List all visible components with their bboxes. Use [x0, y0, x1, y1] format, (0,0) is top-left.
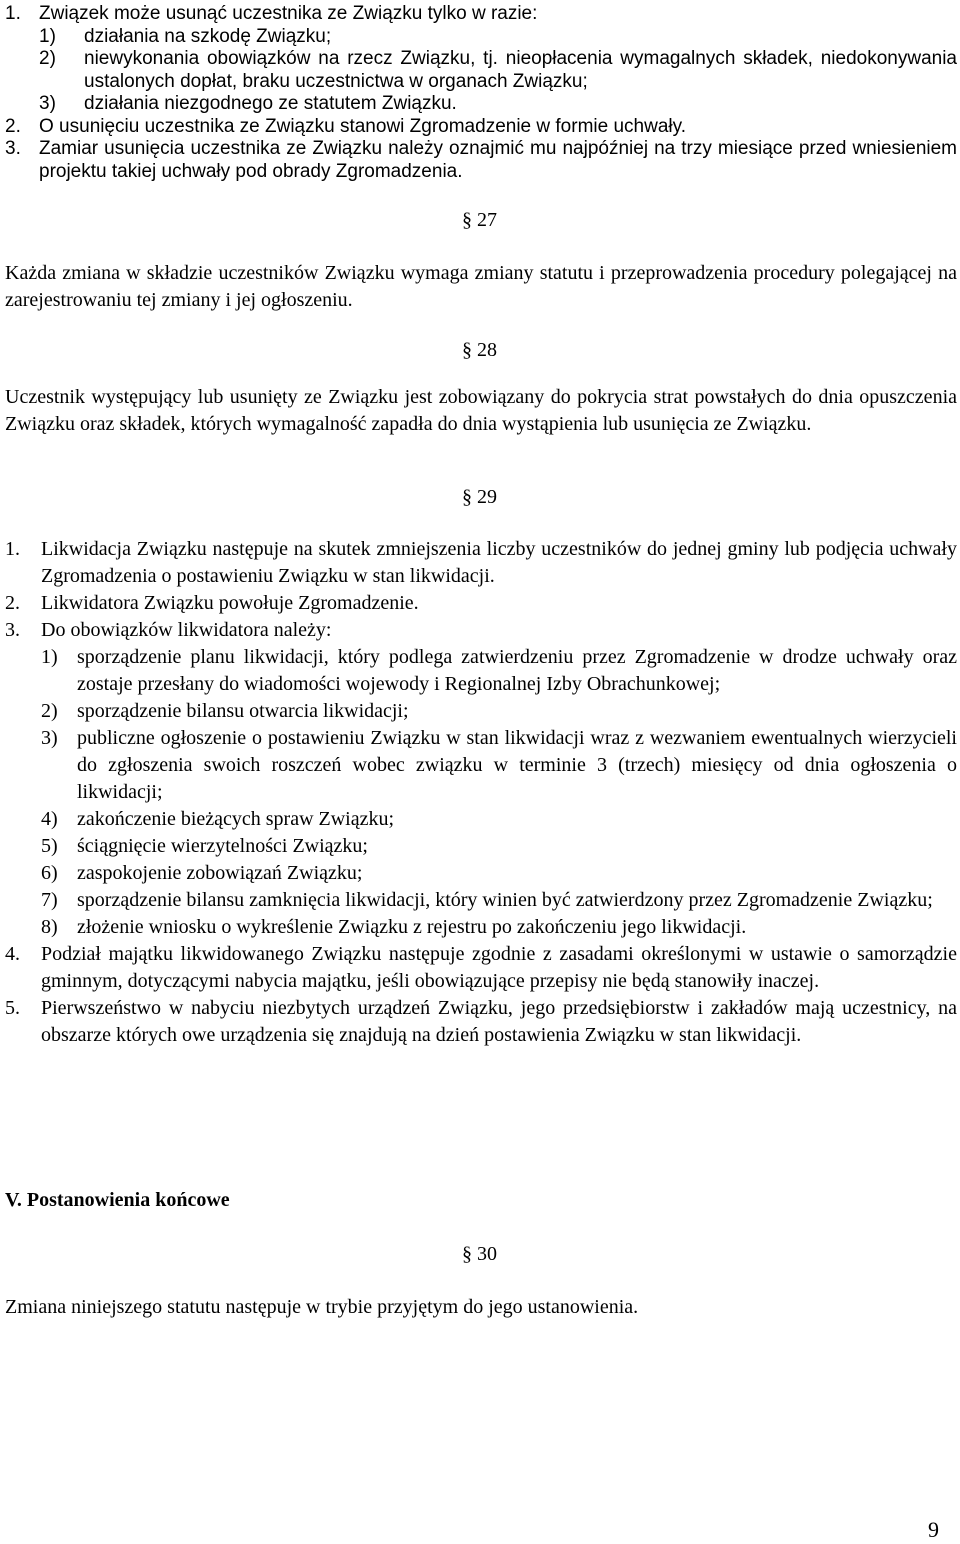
paragraph-30-text: Zmiana niniejszego statutu następuje w trybie przyjętym do jego ustanowienia. [5, 1296, 639, 1318]
sub-item-number: 3) [41, 727, 58, 749]
sub-list-item [41, 698, 957, 725]
sub-item-number: 2) [39, 48, 56, 69]
paragraph-27-text: Każda zmiana w składzie uczestników Związku wymaga zmiany statutu i przeprowadzenia procedury polegającej na zarejestrowaniu tej zmiany i jej ogłoszeniu. [5, 262, 957, 311]
list-item [5, 617, 957, 644]
sub-list-item [41, 806, 957, 833]
list-item [5, 3, 957, 26]
item-text: Zamiar usunięcia uczestnika ze Związku należy oznajmić mu najpóźniej na trzy miesiące przed wniesieniem projektu takiej uchwały pod obrady Zgromadzenia. [39, 138, 957, 182]
item-number: 1. [5, 3, 21, 24]
item-number: 2. [5, 592, 20, 614]
sub-item-number: 1) [39, 25, 56, 47]
sub-item-text: działania niezgodnego ze statutem Związku. [84, 93, 457, 114]
list-item [5, 536, 957, 590]
section-heading-27: § 27 [462, 209, 497, 231]
sub-item-number: 6) [41, 862, 58, 884]
sub-list-item [39, 48, 957, 93]
item-text: Pierwszeństwo w nabyciu niezbytych urządzeń Związku, jego przedsiębiorstw i zakładów mają uczestnicy, na obszarze których owe urządzenia się znajdują na dzień postawienia Związku w stan likwidacji. [41, 997, 957, 1046]
sub-list-item [39, 93, 957, 116]
sub-item-number: 7) [41, 889, 58, 911]
item-number: 5. [5, 997, 20, 1019]
item-text: Likwidacja Związku następuje na skutek zmniejszenia liczby uczestników do jednej gminy lub podjęcia uchwały Zgromadzenia o postawieniu Związku w stan likwidacji. [41, 538, 957, 587]
sub-item-number: 8) [41, 916, 58, 938]
item-number: 3. [5, 619, 20, 641]
sub-item-text: zaspokojenie zobowiązań Związku; [77, 862, 363, 884]
sub-item-text: złożenie wniosku o wykreślenie Związku z rejestru po zakończeniu jego likwidacji. [77, 916, 747, 938]
sub-item-number: 3) [39, 93, 56, 114]
sub-item-text: niewykonania obowiązków na rzecz Związku, tj. nieopłacenia wymagalnych składek, niedokonywania ustalonych dopłat, braku uczestnictwa w organach Związku; [84, 48, 957, 92]
sub-list-item [41, 644, 957, 698]
list-item [5, 995, 957, 1049]
sub-list [5, 644, 957, 941]
section-heading-30: § 30 [462, 1243, 497, 1265]
list-item [5, 116, 957, 139]
sub-item-number: 1) [41, 646, 58, 668]
section-heading-28: § 28 [462, 339, 497, 361]
sub-list-item [41, 833, 957, 860]
item-number: 1. [5, 538, 20, 560]
sub-item-text: sporządzenie bilansu otwarcia likwidacji; [77, 700, 409, 722]
item-number: 3. [5, 138, 21, 159]
sub-item-text: sporządzenie bilansu zamknięcia likwidacji, który winien być zatwierdzony przez Zgromadzenie Związku; [77, 889, 933, 911]
sub-item-text: publiczne ogłoszenie o postawieniu Związku w stan likwidacji wraz z wezwaniem ewentualnych wierzycieli do zgłoszenia swoich roszczeń wobec związku w terminie 3 (trzech) miesięcy od dnia ogłoszenia o likwidacji; [77, 727, 957, 803]
sub-item-number: 2) [41, 700, 58, 722]
item-text: Likwidatora Związku powołuje Zgromadzenie. [41, 592, 419, 614]
list-item [5, 590, 957, 617]
item-text: Do obowiązków likwidatora należy: [41, 619, 332, 641]
sub-item-number: 5) [41, 835, 58, 857]
paragraph-28-text: Uczestnik występujący lub usunięty ze Związku jest zobowiązany do pokrycia strat powstałych do dnia opuszczenia Związku oraz składek, których wymagalność zapadła do dnia wystąpienia lub usunięcia ze Związku. [5, 386, 957, 435]
page-number: 9 [928, 1517, 939, 1542]
list-item [5, 138, 957, 183]
liquidation-section [5, 536, 957, 1049]
sub-list-item [39, 26, 957, 49]
sub-item-text: działania na szkodę Związku; [84, 25, 332, 47]
sub-item-text: ściągnięcie wierzytelności Związku; [77, 835, 368, 857]
sub-list-item [41, 860, 957, 887]
member-removal-section [5, 3, 957, 183]
chapter-heading: V. Postanowienia końcowe [5, 1189, 230, 1211]
item-text: Związek może usunąć uczestnika ze Związku tylko w razie: [39, 3, 538, 24]
sub-list-item [41, 914, 957, 941]
section-heading-29: § 29 [462, 486, 497, 508]
sub-item-text: zakończenie bieżących spraw Związku; [77, 808, 395, 830]
sub-list-item [41, 725, 957, 806]
sub-item-text: sporządzenie planu likwidacji, który podlega zatwierdzeniu przez Zgromadzenie w drodze uchwały oraz zostaje przesłany do wiadomości wojewody i Regionalnej Izby Obrachunkowej; [77, 646, 957, 695]
item-number: 2. [5, 115, 21, 137]
list-item [5, 941, 957, 995]
sub-item-number: 4) [41, 808, 58, 830]
sub-list [5, 26, 957, 116]
item-number: 4. [5, 943, 20, 965]
item-text: O usunięciu uczestnika ze Związku stanowi Zgromadzenie w formie uchwały. [39, 115, 686, 137]
sub-list-item [41, 887, 957, 914]
item-text: Podział majątku likwidowanego Związku następuje zgodnie z zasadami określonymi w ustawie o samorządzie gminnym, dotyczącymi nabycia majątku, jeśli obowiązujące przepisy nie będą stanowiły inaczej. [41, 943, 957, 992]
